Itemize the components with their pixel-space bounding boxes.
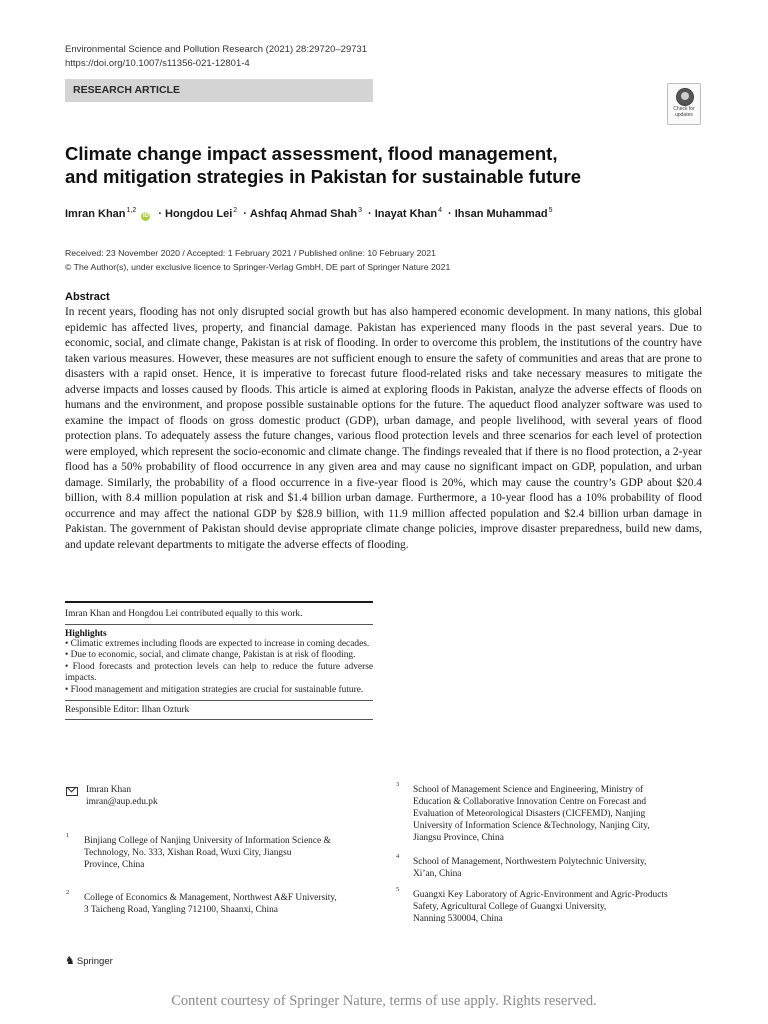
author-affiliation-sup: 2 bbox=[233, 207, 238, 214]
affiliation-number: 5 bbox=[396, 886, 400, 893]
author-separator: · bbox=[368, 208, 372, 220]
affiliation-line: Technology, No. 333, Xishan Road, Wuxi City, Jiangsu bbox=[84, 848, 292, 858]
affiliation-line: Education & Collaborative Innovation Centre on Forecast and bbox=[413, 797, 647, 807]
affiliation-line: College of Economics & Management, Northwest A&F University, bbox=[84, 893, 337, 903]
author-separator: · bbox=[243, 208, 247, 220]
contact-name: Imran Khan bbox=[86, 785, 132, 795]
author-affiliation-sup: 4 bbox=[438, 207, 442, 214]
author-separator: · bbox=[448, 208, 452, 220]
affiliation-number: 2 bbox=[66, 889, 70, 896]
author-separator: · bbox=[158, 208, 163, 220]
affiliation-4 bbox=[413, 856, 646, 880]
check-for-updates-badge[interactable] bbox=[667, 83, 701, 125]
article-type-bar bbox=[65, 79, 373, 102]
author-list bbox=[65, 207, 553, 221]
article-title bbox=[65, 142, 625, 188]
affiliation-line: Safety, Agricultural College of Guangxi University, bbox=[413, 902, 607, 912]
abstract-heading: Abstract bbox=[65, 291, 110, 303]
affiliation-5 bbox=[413, 889, 668, 925]
contribution-note: Imran Khan and Hongdou Lei contributed equally to this work. bbox=[65, 608, 303, 619]
affiliation-line: Province, China bbox=[84, 860, 145, 870]
affiliation-line: School of Management Science and Engineering, Ministry of bbox=[413, 785, 644, 795]
affiliation-number: 1 bbox=[66, 832, 70, 839]
author-name[interactable]: Imran Khan bbox=[65, 208, 126, 220]
highlight-item: • Due to economic, social, and climate change, Pakistan is at risk of flooding. bbox=[65, 650, 356, 661]
affiliation-line: University of Information Science &Technology, Nanjing City, bbox=[413, 821, 650, 831]
check-updates-line1: Check for bbox=[673, 106, 695, 112]
author-affiliation-sup: 1,2 bbox=[126, 207, 137, 214]
journal-citation: Environmental Science and Pollution Research (2021) 28:29720–29731 bbox=[65, 44, 368, 55]
publication-dates: Received: 23 November 2020 / Accepted: 1 February 2021 / Published online: 10 February 2021 bbox=[65, 248, 436, 258]
affiliation-line: Xi’an, China bbox=[413, 869, 462, 879]
envelope-icon bbox=[66, 787, 78, 796]
doi-link[interactable]: https://doi.org/10.1007/s11356-021-12801-4 bbox=[65, 58, 250, 69]
divider bbox=[65, 719, 373, 720]
orcid-icon[interactable]: iD bbox=[142, 213, 149, 219]
check-updates-icon bbox=[676, 88, 694, 106]
author-name[interactable]: Inayat Khan bbox=[374, 208, 438, 220]
affiliation-line: Nanning 530004, China bbox=[413, 914, 503, 924]
affiliation-line: Jiangsu Province, China bbox=[413, 833, 504, 843]
affiliation-2 bbox=[84, 892, 337, 916]
check-updates-line2: updates bbox=[675, 112, 693, 118]
springer-logo bbox=[65, 954, 113, 967]
author-name[interactable]: Ashfaq Ahmad Shah bbox=[249, 208, 358, 220]
title-line-2: and mitigation strategies in Pakistan for sustainable future bbox=[65, 166, 582, 187]
springer-horse-icon: ♞ bbox=[65, 955, 75, 967]
affiliation-line: Binjiang College of Nanjing University of Information Science & bbox=[84, 836, 331, 846]
affiliation-line: School of Management, Northwestern Polytechnic University, bbox=[413, 857, 647, 867]
affiliation-3 bbox=[413, 784, 650, 844]
courtesy-notice: Content courtesy of Springer Nature, terms of use apply. Rights reserved. bbox=[171, 993, 597, 1009]
affiliation-line: Guangxi Key Laboratory of Agric-Environment and Agric-Products bbox=[413, 890, 668, 900]
highlight-item: • Climatic extremes including floods are expected to increase in coming decades. bbox=[65, 638, 370, 649]
affiliation-line: Evaluation of Meteorological Disasters (CICFEMD), Nanjing bbox=[413, 809, 646, 819]
contact-email[interactable]: imran@aup.edu.pk bbox=[86, 797, 158, 807]
corresponding-author bbox=[86, 784, 158, 808]
highlight-item: • Flood management and mitigation strategies are crucial for sustainable future. bbox=[65, 684, 364, 695]
author-name[interactable]: Hongdou Lei bbox=[165, 208, 233, 220]
article-type-label: RESEARCH ARTICLE bbox=[73, 84, 180, 96]
author-affiliation-sup: 5 bbox=[548, 207, 553, 214]
title-line-1: Climate change impact assessment, flood management, bbox=[65, 143, 558, 164]
publisher-name: Springer bbox=[76, 956, 113, 967]
affiliation-number: 3 bbox=[396, 781, 400, 788]
highlight-item: • Flood forecasts and protection levels can help to reduce the future adverse impacts. bbox=[65, 661, 373, 684]
footnote-box bbox=[65, 601, 373, 720]
affiliation-line: 3 Taicheng Road, Yangling 712100, Shaanxi, China bbox=[84, 905, 278, 915]
copyright-notice: © The Author(s), under exclusive licence to Springer-Verlag GmbH, DE part of Springer Nature 2021 bbox=[65, 262, 451, 272]
author-name[interactable]: Ihsan Muhammad bbox=[454, 208, 548, 220]
responsible-editor: Responsible Editor: Ilhan Ozturk bbox=[65, 705, 190, 716]
abstract-body: In recent years, flooding has not only disrupted social growth but has also hampered economic development. In many nations, this global epidemic has affected lives, property, and financial damage. Pakistan has experienced many floods in the past several years. Due to economic, social, and climate change, Pakistan is at risk of flooding. In order to overcome this problem, the institutions of the country have taken various measures. However, these measures are not sufficient enough to ensure the safety of communities and areas that are prone to disasters with a rapid onset. Hence, it is imperative to forecast future flood-related risks and take necessary measures to mitigate the adverse impacts and losses caused by floods. This article is aimed at exploring floods in Pakistan, analyze the adverse effects of floods on humans and the environment, and propose possible sustainable options for the future. The aqueduct flood analyzer software was used to examine the impact of floods on gross domestic product (GDP), urban damage, and people livelihood, with several years of flood protection plans. To adequately assess the future changes, various flood protection levels and three scenarios for each level of protection were employed, which represent the socio-economic and climate change. The findings revealed that if there is no flood protection, a 2-year flood has a 50% probability of flood occurrence in any given area and may cause no significant impact on GDP, population, and urban damage. Similarly, the probability of a flood occurrence in a five-year flood is 20%, which may cause the country’s GDP about $20.4 billion, with 8.4 million population at risk and $1.4 billion urban damage. Furthermore, a 10-year flood has a 10% probability of flood occurrence and may affect the national GDP by $28.9 billion, with 11.9 million affected population and $2.4 billion urban damage in Pakistan. The government of Pakistan should devise appropriate climate change policies, improve disaster preparedness, build new dams, and update relevant departments to mitigate the adverse effects of flooding. bbox=[65, 306, 702, 551]
affiliation-1 bbox=[84, 835, 331, 871]
author-affiliation-sup: 3 bbox=[358, 207, 362, 214]
highlights-heading: Highlights bbox=[65, 628, 107, 639]
affiliation-number: 4 bbox=[396, 853, 400, 860]
